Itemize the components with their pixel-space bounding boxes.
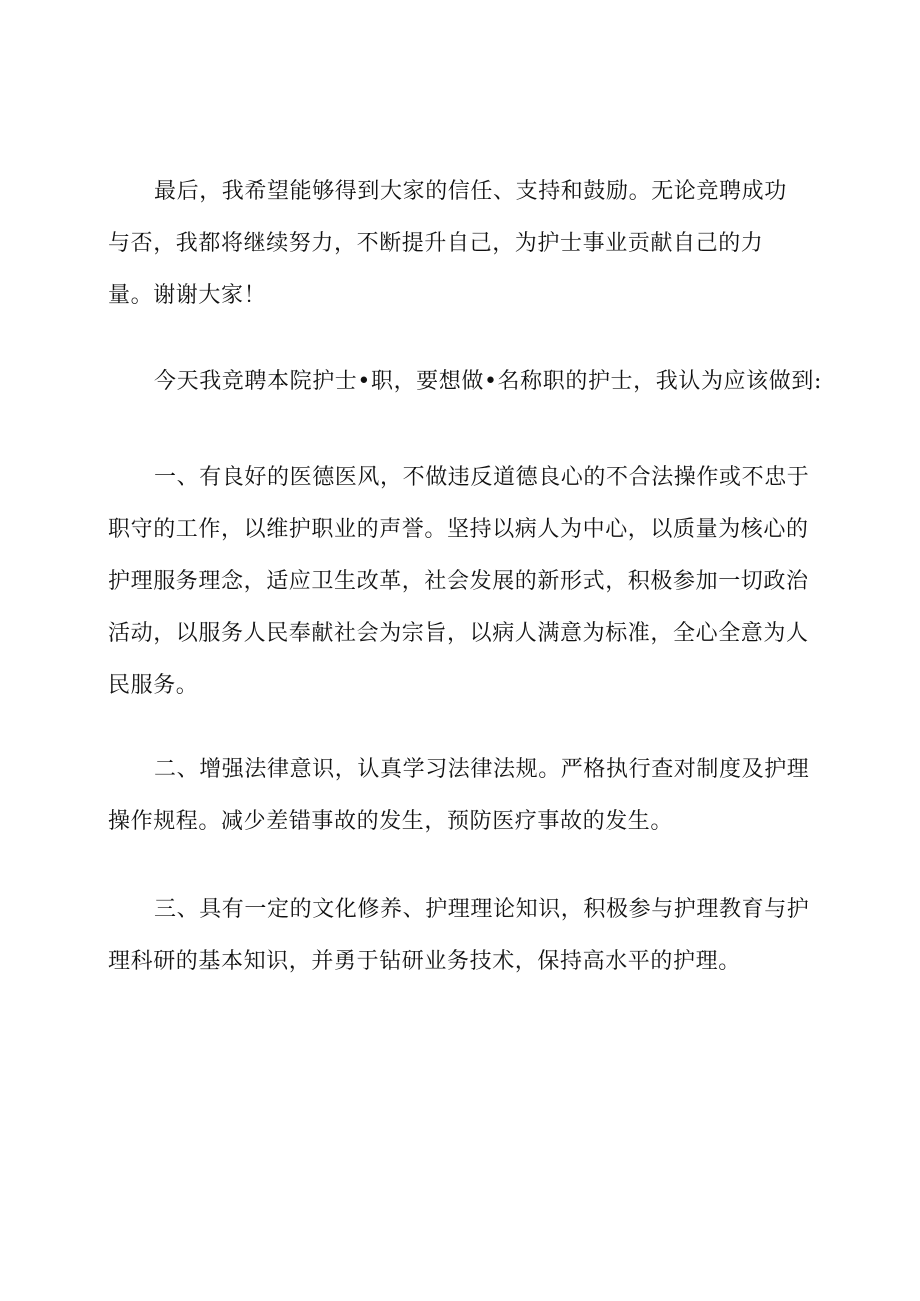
paragraph-line: 三、具有一定的文化修养、护理理论知识，积极参与护理教育与护	[154, 897, 810, 922]
paragraph-line: 今天我竞聘本院护士•职，要想做•名称职的护士，我认为应该做到:	[154, 369, 822, 394]
intro-paragraph	[108, 356, 824, 408]
point-two-paragraph	[108, 744, 824, 848]
paragraph-line: 量。谢谢大家！	[108, 283, 267, 308]
paragraph-line: 二、增强法律意识，认真学习法律法规。严格执行查对制度及护理	[154, 757, 810, 782]
paragraph-line: 一、有良好的医德医风，不做违反道德良心的不合法操作或不忠于	[154, 465, 810, 490]
paragraph-line: 与否，我都将继续努力，不断提升自己，为护士事业贡献自己的力	[108, 231, 764, 256]
closing-paragraph	[108, 166, 824, 322]
point-three-paragraph	[108, 884, 824, 988]
paragraph-line: 理科研的基本知识，并勇于钻研业务技术，保持高水平的护理。	[108, 949, 741, 974]
paragraph-line: 职守的工作，以维护职业的声誉。坚持以病人为中心，以质量为核心的	[108, 517, 809, 542]
point-one-paragraph	[108, 452, 824, 712]
paragraph-line: 护理服务理念，适应卫生改革，社会发展的新形式，积极参加一切政治	[108, 569, 809, 594]
paragraph-line: 民服务。	[108, 673, 199, 698]
paragraph-line: 最后，我希望能够得到大家的信任、支持和鼓励。无论竞聘成功	[154, 179, 787, 204]
paragraph-line: 活动，以服务人民奉献社会为宗旨，以病人满意为标准，全心全意为人	[108, 621, 809, 646]
paragraph-line: 操作规程。减少差错事故的发生，预防医疗事故的发生。	[108, 809, 674, 834]
